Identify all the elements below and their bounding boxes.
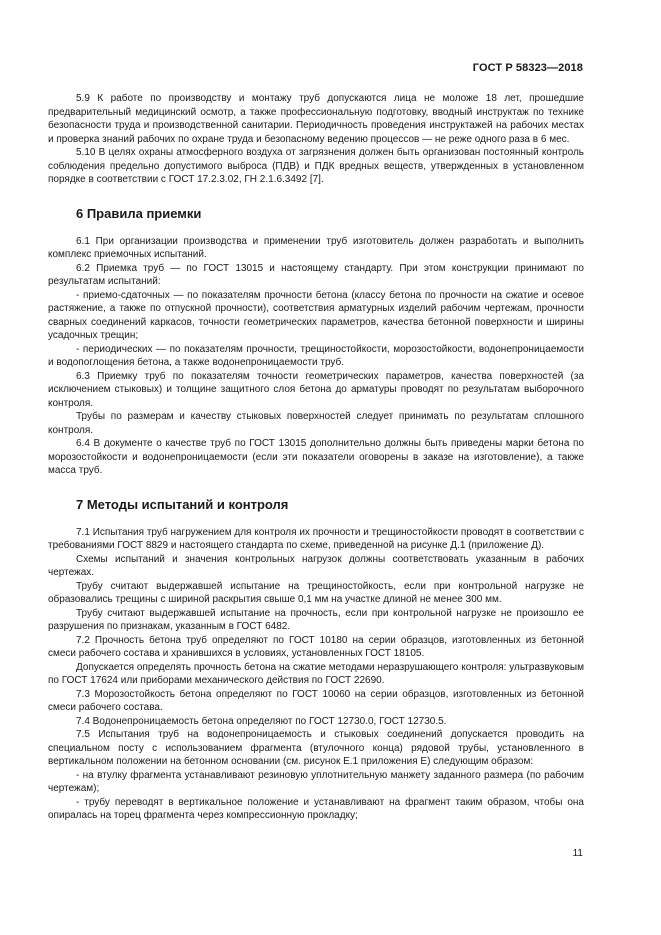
paragraph-6-3-continued: Трубы по размерам и качеству стыковых поверхностей следует принимать по результатам сплошного контроля. [48,411,584,436]
paragraph-7-1-strength: Трубу считают выдержавшей испытание на прочность, если при контрольной нагрузке не произошло ее разрушения по признакам, указанным в ГОСТ 6482. [48,607,584,632]
list-item-periodic: - периодических — по показателям прочности, трещиностойкости, морозостойкости, водонепроницаемости и водопоглощения бетона, а также водонепроницаемости труб. [48,343,584,368]
paragraph-6-2: 6.2 Приемка труб — по ГОСТ 13015 и настоящему стандарту. При этом конструкции принимают по результатам испытаний: [48,262,584,287]
paragraph-7-4: 7.4 Водонепроницаемость бетона определяют по ГОСТ 12730.0, ГОСТ 12730.5. [76,715,447,727]
paragraph-6-1: 6.1 При организации производства и применении труб изготовитель должен разработать и выполнить комплекс приемочных испытаний. [48,235,584,260]
standard-header: ГОСТ Р 58323—2018 [472,62,583,74]
paragraph-7-1: 7.1 Испытания труб нагружением для контроля их прочности и трещиностойкости проводят в соответствии с требованиями ГОСТ 8829 и настоящего стандарта по схеме, приведенной на рисунке Д.1 (приложение Д). [48,526,584,551]
page-number: 11 [572,848,583,859]
paragraph-7-3: 7.3 Морозостойкость бетона определяют по ГОСТ 10060 на серии образцов, изготовленных из бетонной смеси рабочего состава. [48,688,584,713]
paragraph-6-4: 6.4 В документе о качестве труб по ГОСТ 13015 дополнительно должны быть приведены марки бетона по морозостойкости и водонепроницаемости (если эти показатели оговорены в заказе на изготовление), а также масса труб. [48,438,584,476]
paragraph-7-5: 7.5 Испытания труб на водонепроницаемость и стыковых соединений допускается проводить на специальном посту с использованием фрагмента (втулочного конца) рядовой трубы, установленного в вертикальном положении на бетонном основании (см. рисунок Е.1 приложения Е) следующим образом: [48,729,584,767]
list-item-cuff: - на втулку фрагмента устанавливают резиновую уплотнительную манжету заданного размера (по рабочим чертежам); [48,769,584,794]
paragraph-6-3: 6.3 Приемку труб по показателям точности геометрических параметров, качества поверхностей (за исключением стыковых) и толщине защитного слоя бетона до арматуры проводят по результатам выборочного контроля. [48,370,584,409]
list-item-vertical: - трубу переводят в вертикальное положение и устанавливают на фрагмент таким образом, чтобы она опиралась на торец фрагмента через компрессионную прокладку; [48,796,584,821]
paragraph-7-2: 7.2 Прочность бетона труб определяют по ГОСТ 10180 на серии образцов, изготовленных из бетонной смеси рабочего состава и хранившихся в условиях, установленных ГОСТ 18105. [48,634,584,659]
paragraph-5-10: 5.10 В целях охраны атмосферного воздуха от загрязнения должен быть организован постоянный контроль соблюдения предельно допустимого выброса (ПДВ) и ПДК вредных веществ, утвержденных в установленном порядке в соответствии с ГОСТ 17.2.3.02, ГН 2.1.6.3492 [7]. [48,147,584,185]
paragraph-7-1-schemes: Схемы испытаний и значения контрольных нагрузок должны соответствовать указанным в рабочих чертежах. [48,553,584,578]
paragraph-7-1-crack: Трубу считают выдержавшей испытание на трещиностойкость, если при контрольной нагрузке не образовались трещины с шириной раскрытия свыше 0,1 мм на участке длиной не менее 300 мм. [48,580,584,605]
document-body [48,92,584,823]
paragraph-7-2-ndt: Допускается определять прочность бетона на сжатие методами неразрушающего контроля: ультразвуковым по ГОСТ 17624 или приборами механического действия по ГОСТ 22690. [48,661,584,686]
list-item-acceptance: - приемо-сдаточных — по показателям прочности бетона (классу бетона по прочности на сжатие и осевое растяжение, а также по отпускной прочности), соответствия арматурных изделий рабочим чертежам, прочности сварных соединений каркасов, точности геометрических параметров, качества бетонной поверхности и ширины усадочных трещин; [48,289,584,341]
section-7-title: 7 Методы испытаний и контроля [76,496,289,512]
paragraph-5-9: 5.9 К работе по производству и монтажу труб допускаются лица не моложе 18 лет, прошедшие предварительный медицинский осмотр, а также профессиональную подготовку, вводный инструктаж по технике безопасности труда и производственной санитарии. Периодичность проведения инструктажей на рабочих местах и проверка знаний рабочих по охране труда и безопасному ведению процессов — не реже одного раза в 6 мес. [48,93,584,145]
section-6-title: 6 Правила приемки [76,205,202,221]
